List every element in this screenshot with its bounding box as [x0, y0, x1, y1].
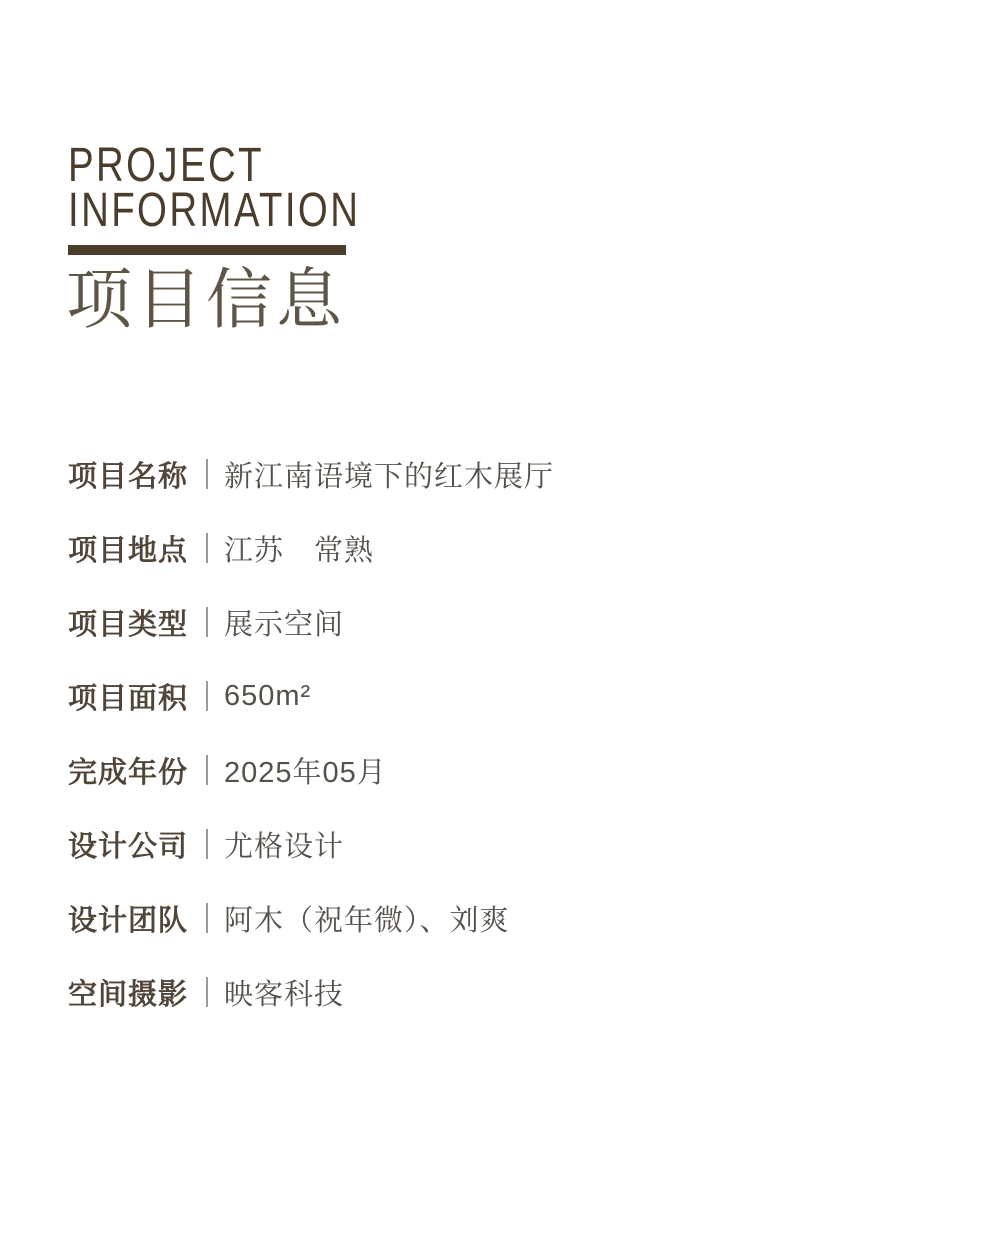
separator-line — [206, 533, 208, 563]
separator-line — [206, 681, 208, 711]
english-title — [68, 139, 361, 237]
info-value: 650m² — [224, 679, 312, 712]
info-row — [68, 676, 554, 716]
separator-line — [206, 459, 208, 489]
info-label: 完成年份 — [68, 756, 189, 789]
info-label: 设计公司 — [68, 830, 189, 863]
info-label: 空间摄影 — [68, 978, 189, 1011]
info-label: 项目地点 — [68, 534, 189, 567]
info-value: 映客科技 — [224, 978, 345, 1011]
page-header — [68, 139, 433, 237]
separator-line — [206, 977, 208, 1007]
info-value: 新江南语境下的红木展厅 — [224, 460, 555, 493]
info-row — [68, 602, 554, 642]
info-value: 尤格设计 — [224, 830, 345, 863]
info-label: 设计团队 — [68, 904, 189, 937]
info-row — [68, 528, 554, 568]
info-value: 2025年05月 — [224, 756, 387, 789]
separator-line — [206, 607, 208, 637]
info-label: 项目面积 — [68, 682, 189, 715]
info-value: 展示空间 — [224, 608, 345, 641]
info-row — [68, 750, 554, 790]
info-row — [68, 454, 554, 494]
info-row — [68, 898, 554, 938]
separator-line — [206, 903, 208, 933]
english-title-line1: PROJECT — [68, 139, 265, 192]
project-info-list — [68, 454, 554, 1046]
separator-line — [206, 829, 208, 859]
info-value: 阿木（祝年微）、刘爽 — [224, 904, 510, 937]
separator-line — [206, 755, 208, 785]
info-label: 项目类型 — [68, 608, 189, 641]
info-value: 江苏 常熟 — [224, 534, 375, 567]
divider-bar — [68, 245, 346, 255]
chinese-title: 项目信息 — [66, 262, 346, 336]
info-label: 项目名称 — [68, 460, 189, 493]
info-row — [68, 824, 554, 864]
info-row — [68, 972, 554, 1012]
english-title-line2: INFORMATION — [68, 184, 361, 237]
